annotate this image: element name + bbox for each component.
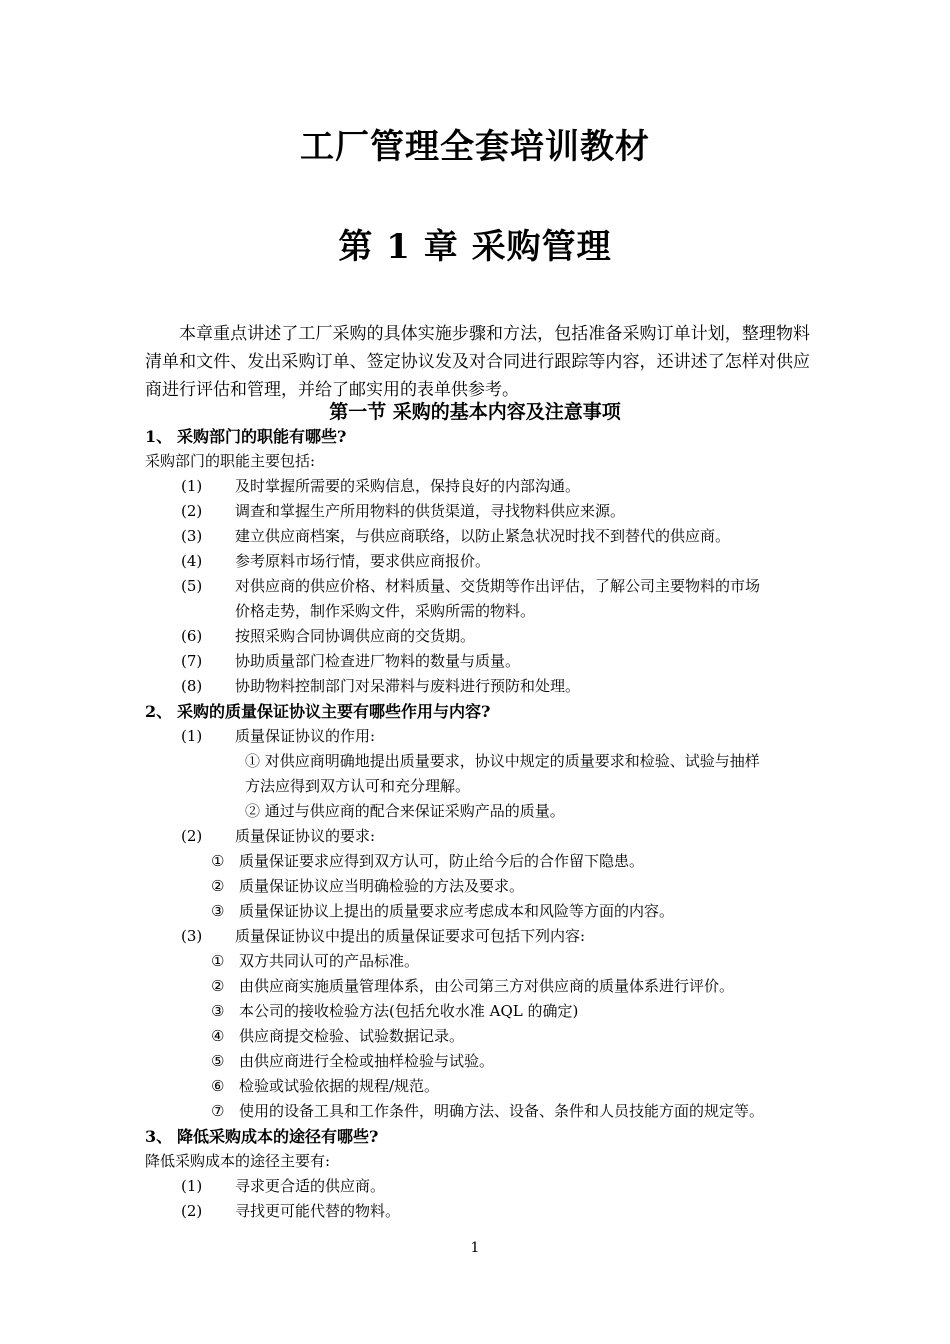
sub-item: ③ 本公司的接收检验方法(包括允收水准 AQL 的确定) (211, 1002, 579, 1020)
sub-item: ③ 质量保证协议上提出的质量要求应考虑成本和风险等方面的内容。 (211, 902, 675, 920)
question-3-lead: 降低采购成本的途径主要有: (145, 1152, 331, 1170)
section-title: 第一节 采购的基本内容及注意事项 (329, 401, 621, 423)
question-number: 3、 (145, 1127, 173, 1146)
question-text: 降低采购成本的途径有哪些? (177, 1127, 379, 1146)
sub-item: ④ 供应商提交检验、试验数据记录。 (211, 1027, 465, 1045)
list-item: (2) 调查和掌握生产所用物料的供货渠道，寻找物料供应来源。 (181, 502, 626, 520)
list-item: (7) 协助质量部门检查进厂物料的数量与质量。 (181, 652, 521, 670)
sub-item: ② 通过与供应商的配合来保证采购产品的质量。 (245, 802, 565, 820)
chapter-title: 第 1 章 采购管理 (338, 227, 612, 267)
list-item: (2) 质量保证协议的要求: (181, 827, 376, 845)
list-item: (1) 寻求更合适的供应商。 (181, 1177, 386, 1195)
question-text: 采购的质量保证协议主要有哪些作用与内容? (177, 702, 491, 721)
sub-item: ② 质量保证协议应当明确检验的方法及要求。 (211, 877, 525, 895)
list-item: (3) 质量保证协议中提出的质量保证要求可包括下列内容: (181, 927, 586, 945)
question-text: 采购部门的职能有哪些? (177, 427, 347, 446)
sub-item: ① 对供应商明确地提出质量要求，协议中规定的质量要求和检验、试验与抽样 (245, 752, 760, 770)
question-3-heading (145, 1124, 813, 1149)
list-item: (3) 建立供应商档案，与供应商联络，以防止紧急状况时找不到替代的供应商。 (181, 527, 731, 545)
list-item-continuation: 价格走势，制作采购文件，采购所需的物料。 (235, 602, 536, 620)
intro-paragraph: 本章重点讲述了工厂采购的具体实施步骤和方法，包括准备采购订单计划，整理物料清单和文件、发出采购订单、签定协议发及对合同进行跟踪等内容，还讲述了怎样对供应商进行评估和管理，并给了邮实用的表单供参考。 (145, 324, 810, 400)
content-body (145, 424, 813, 1224)
list-item: (6) 按照采购合同协调供应商的交货期。 (181, 627, 476, 645)
sub-item: ① 双方共同认可的产品标准。 (211, 952, 420, 970)
list-item: (2) 寻找更可能代替的物料。 (181, 1202, 401, 1220)
list-item: (5) 对供应商的供应价格、材料质量、交货期等作出评估，了解公司主要物料的市场 (181, 577, 761, 595)
question-1-heading (145, 424, 813, 449)
doc-title: 工厂管理全套培训教材 (300, 127, 650, 167)
page-number: 1 (470, 1240, 480, 1256)
question-1-lead: 采购部门的职能主要包括: (145, 452, 316, 470)
sub-item: ⑦ 使用的设备工具和工作条件，明确方法、设备、条件和人员技能方面的规定等。 (211, 1102, 765, 1120)
sub-item: ① 质量保证要求应得到双方认可，防止给今后的合作留下隐患。 (211, 852, 645, 870)
sub-item-continuation: 方法应得到双方认可和充分理解。 (245, 777, 471, 795)
list-item: (8) 协助物料控制部门对呆滞料与废料进行预防和处理。 (181, 677, 581, 695)
question-2-heading (145, 699, 813, 724)
sub-item: ⑤ 由供应商进行全检或抽样检验与试验。 (211, 1052, 495, 1070)
list-item: (1) 质量保证协议的作用: (181, 727, 376, 745)
sub-item: ⑥ 检验或试验依据的规程/规范。 (211, 1077, 440, 1095)
question-number: 1、 (145, 427, 173, 446)
list-item: (1) 及时掌握所需要的采购信息，保持良好的内部沟通。 (181, 477, 581, 495)
question-number: 2、 (145, 702, 173, 721)
sub-item: ② 由供应商实施质量管理体系，由公司第三方对供应商的质量体系进行评价。 (211, 977, 735, 995)
list-item: (4) 参考原料市场行情，要求供应商报价。 (181, 552, 491, 570)
